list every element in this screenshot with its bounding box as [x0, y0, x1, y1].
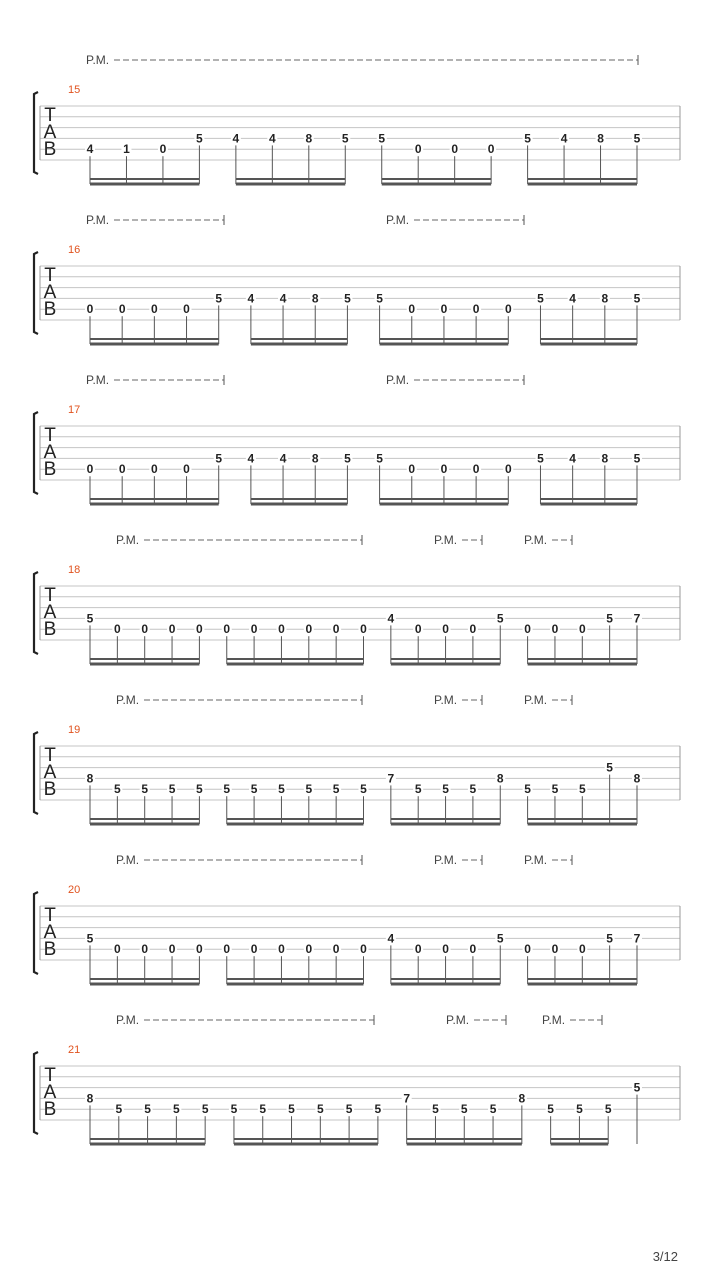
fret-number: 0: [360, 622, 367, 637]
fret-number: 5: [604, 1102, 612, 1117]
fret-number: 5: [115, 1102, 123, 1117]
fret-number: 5: [414, 782, 422, 797]
fret-number: 0: [442, 942, 449, 957]
system-bracket: [34, 412, 38, 494]
fret-number: 5: [633, 291, 641, 306]
fret-number: 0: [196, 622, 203, 637]
fret-number: 5: [376, 451, 383, 466]
fret-number: 0: [472, 302, 480, 317]
fret-number: 5: [606, 611, 613, 626]
fret-number: 5: [114, 782, 121, 797]
fret-number: 8: [601, 291, 609, 306]
fret-number: 5: [196, 131, 203, 146]
fret-number: 8: [86, 771, 94, 786]
fret-number: 0: [487, 142, 495, 157]
fret-number: 5: [442, 782, 449, 797]
palm-mute-label: P.M.: [116, 853, 140, 867]
tab-clef-letter: A: [43, 602, 57, 623]
measure-number: 21: [68, 1044, 81, 1056]
fret-number: 5: [259, 1102, 267, 1117]
tab-clef-letter: T: [44, 425, 56, 446]
tab-system: [34, 853, 680, 984]
fret-number: 0: [440, 462, 448, 477]
fret-number: 5: [141, 782, 149, 797]
fret-number: 5: [460, 1102, 468, 1117]
fret-number: 0: [551, 942, 559, 957]
fret-number: 0: [151, 462, 158, 477]
fret-number: 0: [141, 622, 149, 637]
fret-number: 5: [606, 931, 613, 946]
fret-number: 5: [305, 782, 313, 797]
fret-number: 5: [496, 611, 504, 626]
fret-number: 5: [432, 1102, 439, 1117]
palm-mute-label: P.M.: [116, 693, 140, 707]
fret-number: 0: [578, 622, 586, 637]
fret-number: 0: [408, 462, 416, 477]
fret-number: 5: [537, 291, 544, 306]
fret-number: 0: [114, 622, 121, 637]
fret-number: 0: [440, 302, 448, 317]
fret-number: 5: [173, 1102, 180, 1117]
fret-number: 5: [201, 1102, 209, 1117]
fret-number: 5: [537, 451, 544, 466]
fret-number: 8: [86, 1091, 94, 1106]
fret-number: 4: [279, 451, 287, 466]
tab-clef-letter: B: [43, 939, 57, 960]
measure-number: 17: [68, 404, 81, 416]
fret-number: 7: [633, 611, 641, 626]
fret-number: 0: [151, 302, 158, 317]
fret-number: 0: [118, 302, 126, 317]
palm-mute-label: P.M.: [386, 213, 410, 227]
fret-number: 0: [504, 302, 512, 317]
fret-number: 4: [86, 142, 94, 157]
fret-number: 0: [360, 942, 367, 957]
fret-number: 0: [524, 942, 531, 957]
fret-number: 5: [196, 782, 203, 797]
tab-clef-letter: T: [44, 585, 56, 606]
fret-number: 0: [414, 622, 422, 637]
fret-number: 5: [633, 451, 641, 466]
palm-mute-label: P.M.: [434, 693, 458, 707]
fret-number: 0: [414, 942, 422, 957]
palm-mute-label: P.M.: [86, 213, 110, 227]
tab-system: [34, 373, 680, 504]
fret-number: 5: [168, 782, 176, 797]
fret-number: 5: [332, 782, 340, 797]
fret-number: 4: [247, 451, 255, 466]
tab-clef-letter: A: [43, 442, 57, 463]
fret-number: 0: [469, 622, 477, 637]
fret-number: 5: [223, 782, 231, 797]
system-bracket: [34, 1052, 38, 1134]
fret-number: 0: [278, 942, 285, 957]
fret-number: 0: [118, 462, 126, 477]
fret-number: 5: [215, 291, 223, 306]
fret-number: 7: [403, 1091, 411, 1106]
fret-number: 4: [569, 291, 576, 306]
palm-mute-label: P.M.: [524, 853, 548, 867]
palm-mute-label: P.M.: [446, 1013, 470, 1027]
measure-number: 18: [68, 564, 81, 576]
tab-clef-letter: T: [44, 905, 56, 926]
fret-number: 1: [123, 142, 130, 157]
fret-number: 5: [378, 131, 386, 146]
fret-number: 5: [524, 131, 531, 146]
fret-number: 4: [279, 291, 287, 306]
tab-clef-letter: A: [43, 122, 57, 143]
fret-number: 0: [183, 302, 190, 317]
palm-mute-label: P.M.: [386, 373, 410, 387]
tab-system: [34, 533, 680, 664]
fret-number: 5: [360, 782, 367, 797]
fret-number: 4: [232, 131, 240, 146]
tab-clef-letter: B: [43, 459, 57, 480]
fret-number: 0: [250, 942, 258, 957]
fret-number: 5: [344, 291, 351, 306]
fret-number: 5: [250, 782, 258, 797]
palm-mute-label: P.M.: [524, 693, 548, 707]
fret-number: 5: [341, 131, 349, 146]
fret-number: 0: [469, 942, 477, 957]
palm-mute-label: P.M.: [116, 1013, 140, 1027]
fret-number: 5: [489, 1102, 497, 1117]
palm-mute-label: P.M.: [434, 853, 458, 867]
fret-number: 4: [560, 131, 568, 146]
tab-system: [34, 53, 680, 184]
fret-number: 5: [144, 1102, 151, 1117]
fret-number: 0: [504, 462, 512, 477]
fret-number: 0: [305, 942, 313, 957]
system-bracket: [34, 892, 38, 974]
fret-number: 0: [578, 942, 586, 957]
fret-number: 0: [408, 302, 416, 317]
measure-number: 15: [68, 84, 81, 96]
palm-mute-label: P.M.: [542, 1013, 566, 1027]
system-bracket: [34, 252, 38, 334]
fret-number: 4: [569, 451, 576, 466]
system-bracket: [34, 572, 38, 654]
palm-mute-label: P.M.: [86, 53, 110, 67]
palm-mute-label: P.M.: [524, 533, 548, 547]
tab-clef-letter: T: [44, 745, 56, 766]
page-number: 3/12: [652, 1249, 678, 1264]
system-bracket: [34, 732, 38, 814]
palm-mute-label: P.M.: [86, 373, 110, 387]
tab-clef-letter: B: [43, 139, 57, 160]
measure-number: 16: [68, 244, 81, 256]
fret-number: 5: [278, 782, 285, 797]
fret-number: 0: [86, 462, 94, 477]
fret-number: 5: [376, 291, 383, 306]
fret-number: 0: [159, 142, 167, 157]
fret-number: 0: [223, 942, 231, 957]
fret-number: 0: [250, 622, 258, 637]
fret-number: 5: [230, 1102, 238, 1117]
fret-number: 8: [601, 451, 609, 466]
fret-number: 4: [387, 931, 395, 946]
tab-clef-letter: B: [43, 619, 57, 640]
tab-clef-letter: A: [43, 922, 57, 943]
system-bracket: [34, 92, 38, 174]
fret-number: 0: [86, 302, 94, 317]
measure-number: 20: [68, 884, 81, 896]
fret-number: 5: [344, 451, 351, 466]
fret-number: 0: [305, 622, 313, 637]
fret-number: 0: [551, 622, 559, 637]
fret-number: 5: [345, 1102, 353, 1117]
fret-number: 0: [168, 942, 176, 957]
fret-number: 0: [223, 622, 231, 637]
fret-number: 0: [168, 622, 176, 637]
fret-number: 5: [606, 760, 613, 775]
fret-number: 0: [472, 462, 480, 477]
tab-clef-letter: B: [43, 779, 57, 800]
tab-clef-letter: A: [43, 282, 57, 303]
palm-mute-label: P.M.: [434, 533, 458, 547]
fret-number: 0: [442, 622, 449, 637]
fret-number: 0: [451, 142, 459, 157]
tab-clef-letter: A: [43, 762, 57, 783]
fret-number: 0: [183, 462, 190, 477]
tab-clef-letter: B: [43, 1099, 57, 1120]
fret-number: 5: [578, 782, 586, 797]
tab-system: [34, 1013, 680, 1144]
tab-clef-letter: T: [44, 105, 56, 126]
fret-number: 0: [414, 142, 422, 157]
fret-number: 5: [551, 782, 559, 797]
fret-number: 5: [86, 931, 94, 946]
fret-number: 7: [387, 771, 395, 786]
fret-number: 0: [114, 942, 121, 957]
fret-number: 0: [278, 622, 285, 637]
fret-number: 0: [332, 622, 340, 637]
fret-number: 0: [196, 942, 203, 957]
fret-number: 5: [374, 1102, 382, 1117]
fret-number: 8: [597, 131, 604, 146]
fret-number: 8: [496, 771, 504, 786]
fret-number: 5: [633, 131, 641, 146]
tab-clef-letter: T: [44, 265, 56, 286]
measure-number: 19: [68, 724, 81, 736]
tab-clef-letter: B: [43, 299, 57, 320]
fret-number: 4: [247, 291, 255, 306]
fret-number: 5: [633, 1080, 641, 1095]
fret-number: 8: [633, 771, 641, 786]
tab-system: [34, 693, 680, 824]
tab-clef-letter: T: [44, 1065, 56, 1086]
fret-number: 8: [311, 451, 319, 466]
fret-number: 8: [518, 1091, 526, 1106]
fret-number: 0: [332, 942, 340, 957]
fret-number: 5: [288, 1102, 295, 1117]
fret-number: 7: [633, 931, 641, 946]
tab-clef-letter: A: [43, 1082, 57, 1103]
fret-number: 5: [215, 451, 223, 466]
fret-number: 5: [469, 782, 477, 797]
tab-system: [34, 213, 680, 344]
fret-number: 4: [268, 131, 276, 146]
palm-mute-label: P.M.: [116, 533, 140, 547]
fret-number: 5: [86, 611, 94, 626]
fret-number: 0: [141, 942, 149, 957]
fret-number: 4: [387, 611, 395, 626]
fret-number: 5: [576, 1102, 583, 1117]
fret-number: 8: [305, 131, 313, 146]
fret-number: 0: [524, 622, 531, 637]
fret-number: 5: [524, 782, 531, 797]
fret-number: 5: [496, 931, 504, 946]
fret-number: 5: [316, 1102, 324, 1117]
fret-number: 5: [547, 1102, 554, 1117]
fret-number: 8: [311, 291, 319, 306]
